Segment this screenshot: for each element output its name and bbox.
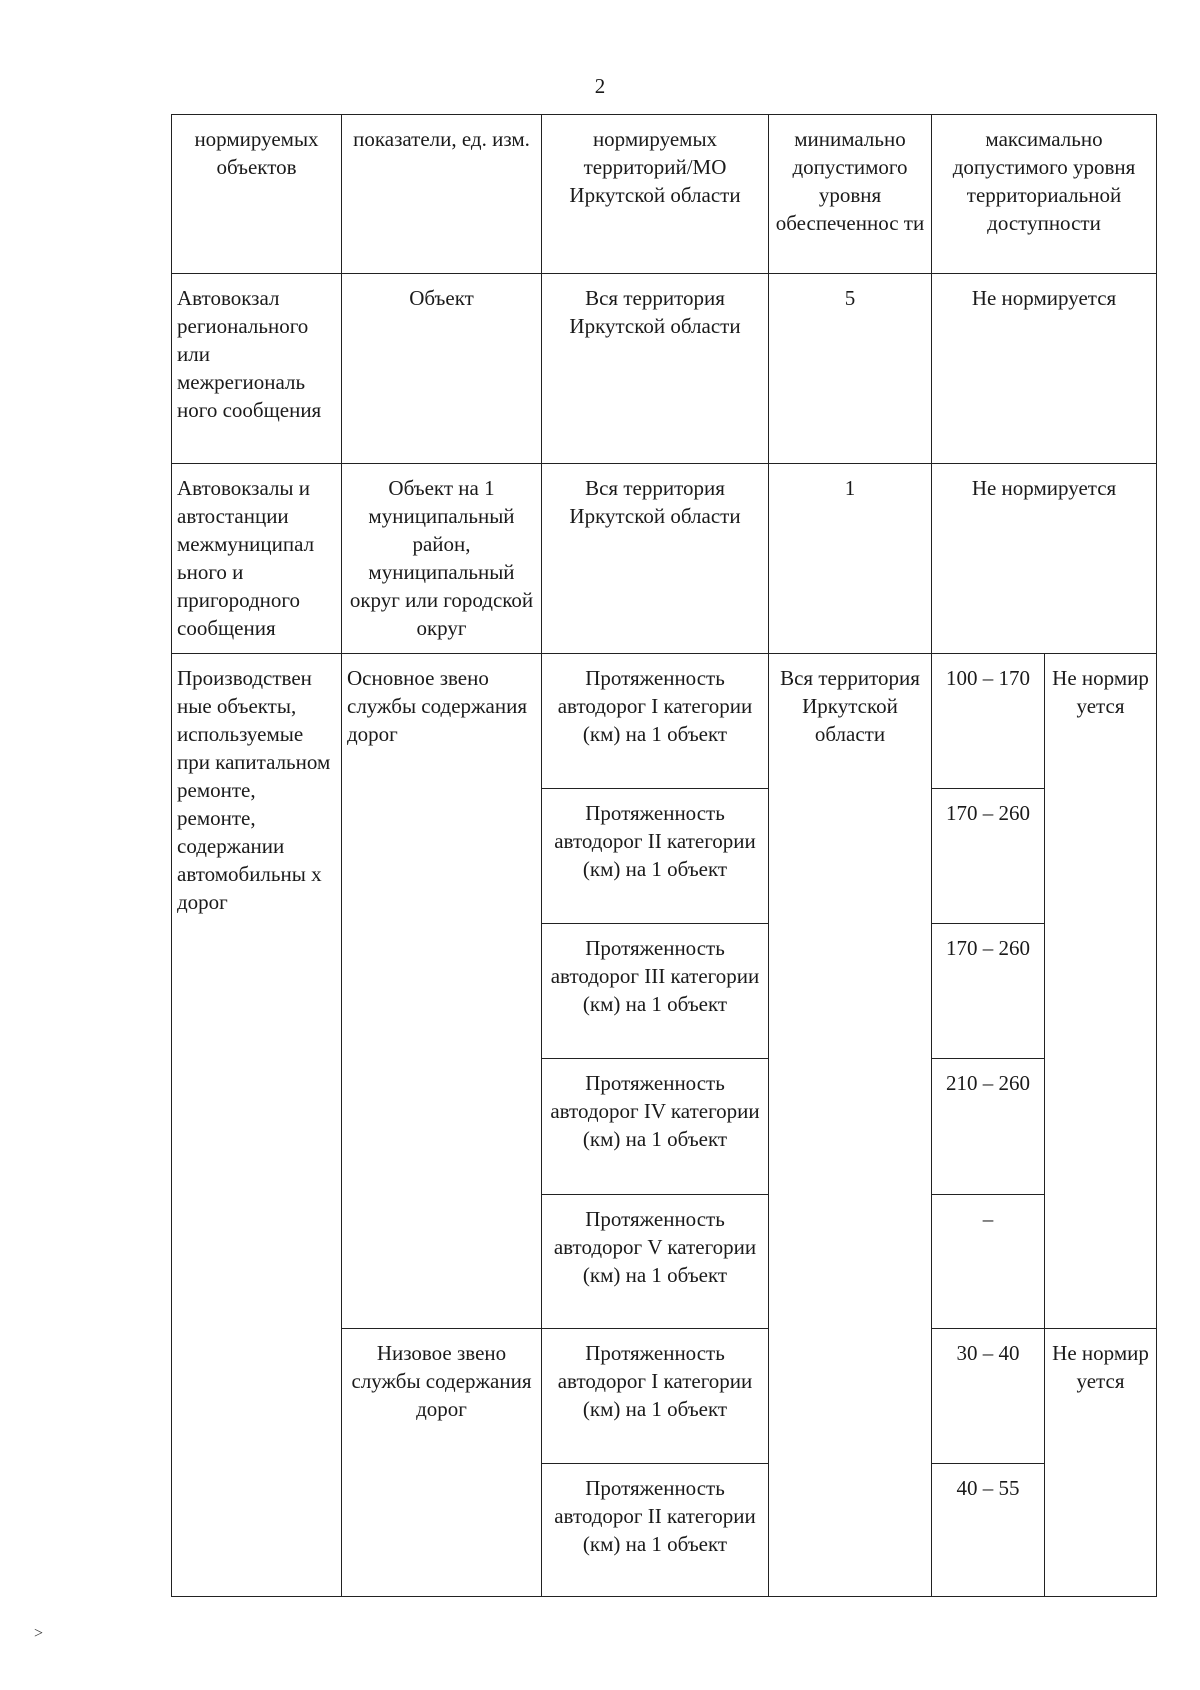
table-row bbox=[172, 464, 1157, 654]
page-number: 2 bbox=[594, 74, 606, 98]
value-cell: 40 – 55 bbox=[932, 1464, 1045, 1597]
object-cell: Автовокзал регионального или межрегиональ ного сообщения bbox=[172, 274, 342, 464]
header-min-level: минимально допустимого уровня обеспеченнос ти bbox=[769, 115, 932, 274]
access-cell: Не нормир уется bbox=[1045, 1329, 1157, 1597]
value-cell: 170 – 260 bbox=[932, 924, 1045, 1059]
territory-cell: Вся территория Иркутской области bbox=[542, 464, 769, 654]
measure-cell: Протяженность автодорог V категории (км) на 1 объект bbox=[542, 1195, 769, 1329]
measure-cell: Протяженность автодорог III категории (км) на 1 объект bbox=[542, 924, 769, 1059]
access-cell: Не нормир уется bbox=[1045, 654, 1157, 1329]
indicator-cell: Основное звено службы содержания дорог bbox=[342, 654, 542, 1329]
object-cell: Автовокзалы и автостанции межмуниципал ьного и пригородного сообщения bbox=[172, 464, 342, 654]
measure-cell: Протяженность автодорог IV категории (км) на 1 объект bbox=[542, 1059, 769, 1195]
header-max-access: максимально допустимого уровня территориальной доступности bbox=[932, 115, 1157, 274]
measure-cell: Протяженность автодорог II категории (км) на 1 объект bbox=[542, 1464, 769, 1597]
scan-mark: ˃ bbox=[34, 1625, 44, 1642]
value-cell: 210 – 260 bbox=[932, 1059, 1045, 1195]
max-access-cell: Не нормируется bbox=[932, 274, 1157, 464]
value-cell: 170 – 260 bbox=[932, 789, 1045, 924]
object-cell: Производствен ные объекты, используемые при капитальном ремонте, ремонте, содержании автомобильны х дорог bbox=[172, 654, 342, 1597]
table-header-row bbox=[172, 115, 1157, 274]
norms-table bbox=[171, 114, 1157, 1597]
header-indicators: показатели, ед. изм. bbox=[342, 115, 542, 274]
max-access-cell: Не нормируется bbox=[932, 464, 1157, 654]
measure-cell: Протяженность автодорог I категории (км) на 1 объект bbox=[542, 1329, 769, 1464]
min-level-cell: 5 bbox=[769, 274, 932, 464]
measure-cell: Протяженность автодорог I категории (км) на 1 объект bbox=[542, 654, 769, 789]
indicator-cell: Низовое звено службы содержания дорог bbox=[342, 1329, 542, 1597]
territory-cell: Вся территория Иркутской области bbox=[769, 654, 932, 1597]
table-row bbox=[172, 654, 1157, 789]
measure-cell: Протяженность автодорог II категории (км) на 1 объект bbox=[542, 789, 769, 924]
indicator-cell: Объект bbox=[342, 274, 542, 464]
header-territories: нормируемых территорий/МО Иркутской области bbox=[542, 115, 769, 274]
value-cell: 30 – 40 bbox=[932, 1329, 1045, 1464]
value-cell: 100 – 170 bbox=[932, 654, 1045, 789]
table-row bbox=[172, 274, 1157, 464]
indicator-cell: Объект на 1 муниципальный район, муниципальный округ или городской округ bbox=[342, 464, 542, 654]
header-objects: нормируемых объектов bbox=[172, 115, 342, 274]
min-level-cell: 1 bbox=[769, 464, 932, 654]
territory-cell: Вся территория Иркутской области bbox=[542, 274, 769, 464]
value-cell: – bbox=[932, 1195, 1045, 1329]
